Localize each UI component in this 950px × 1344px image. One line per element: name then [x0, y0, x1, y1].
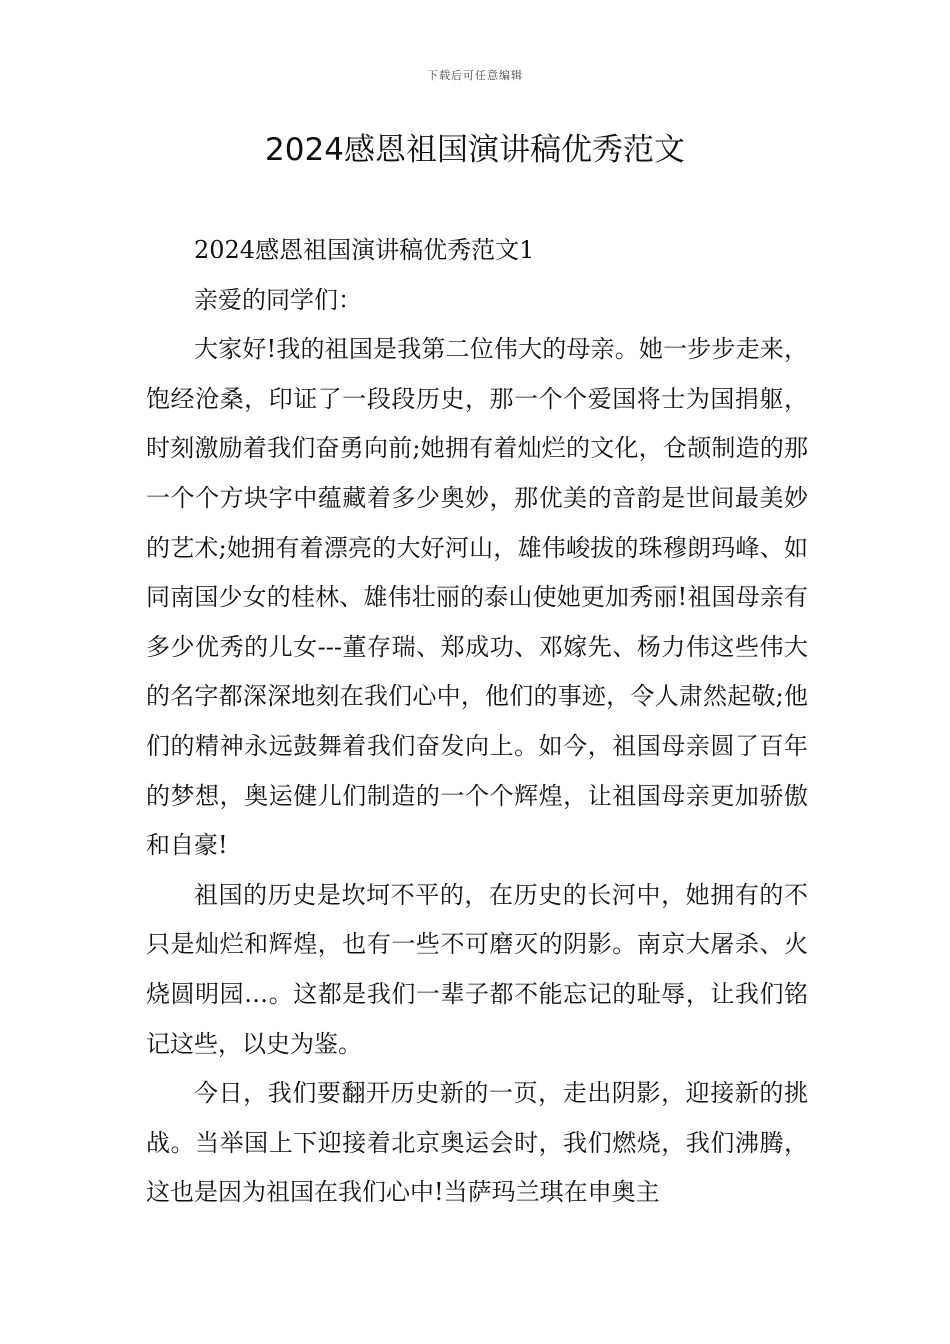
body-paragraph: 大家好!我的祖国是我第二位伟大的母亲。她一步步走来，饱经沧桑，印证了一段段历史，那一个个爱国将士为国捐躯，时刻激励着我们奋勇向前;她拥有着灿烂的文化，仓颉制造的那一个个方块字中蕴藏着多少奥妙，那优美的音韵是世间最美妙的艺术;她拥有着漂亮的大好河山，雄伟峻拔的珠穆朗玛峰、如同南国少女的桂林、雄伟壮丽的泰山使她更加秀丽!祖国母亲有多少优秀的儿女---董存瑞、郑成功、邓嫁先、杨力伟这些伟大的名字都深深地刻在我们心中，他们的事迹，令人肃然起敬;他们的精神永远鼓舞着我们奋发向上。如今，祖国母亲圆了百年的梦想，奥运健儿们制造的一个个辉煌，让祖国母亲更加骄傲和自豪!	[146, 335, 808, 860]
document-body	[146, 226, 808, 1218]
section-heading: 2024感恩祖国演讲稿优秀范文1	[194, 236, 535, 264]
salutation: 亲爱的同学们：	[194, 285, 362, 314]
document-title: 2024感恩祖国演讲稿优秀范文	[265, 132, 685, 168]
header-note: 下载后可任意编辑	[427, 69, 523, 82]
body-paragraph: 今日，我们要翻开历史新的一页，走出阴影，迎接新的挑战。当举国上下迎接着北京奥运会时，我们燃烧，我们沸腾，这也是因为祖国在我们心中!当萨玛兰琪在申奥主	[146, 1079, 808, 1207]
body-paragraph: 祖国的历史是坎坷不平的，在历史的长河中，她拥有的不只是灿烂和辉煌，也有一些不可磨灭的阴影。南京大屠杀、火烧圆明园…。这都是我们一辈子都不能忘记的耻辱，让我们铭记这些，以史为鉴。	[146, 880, 808, 1058]
